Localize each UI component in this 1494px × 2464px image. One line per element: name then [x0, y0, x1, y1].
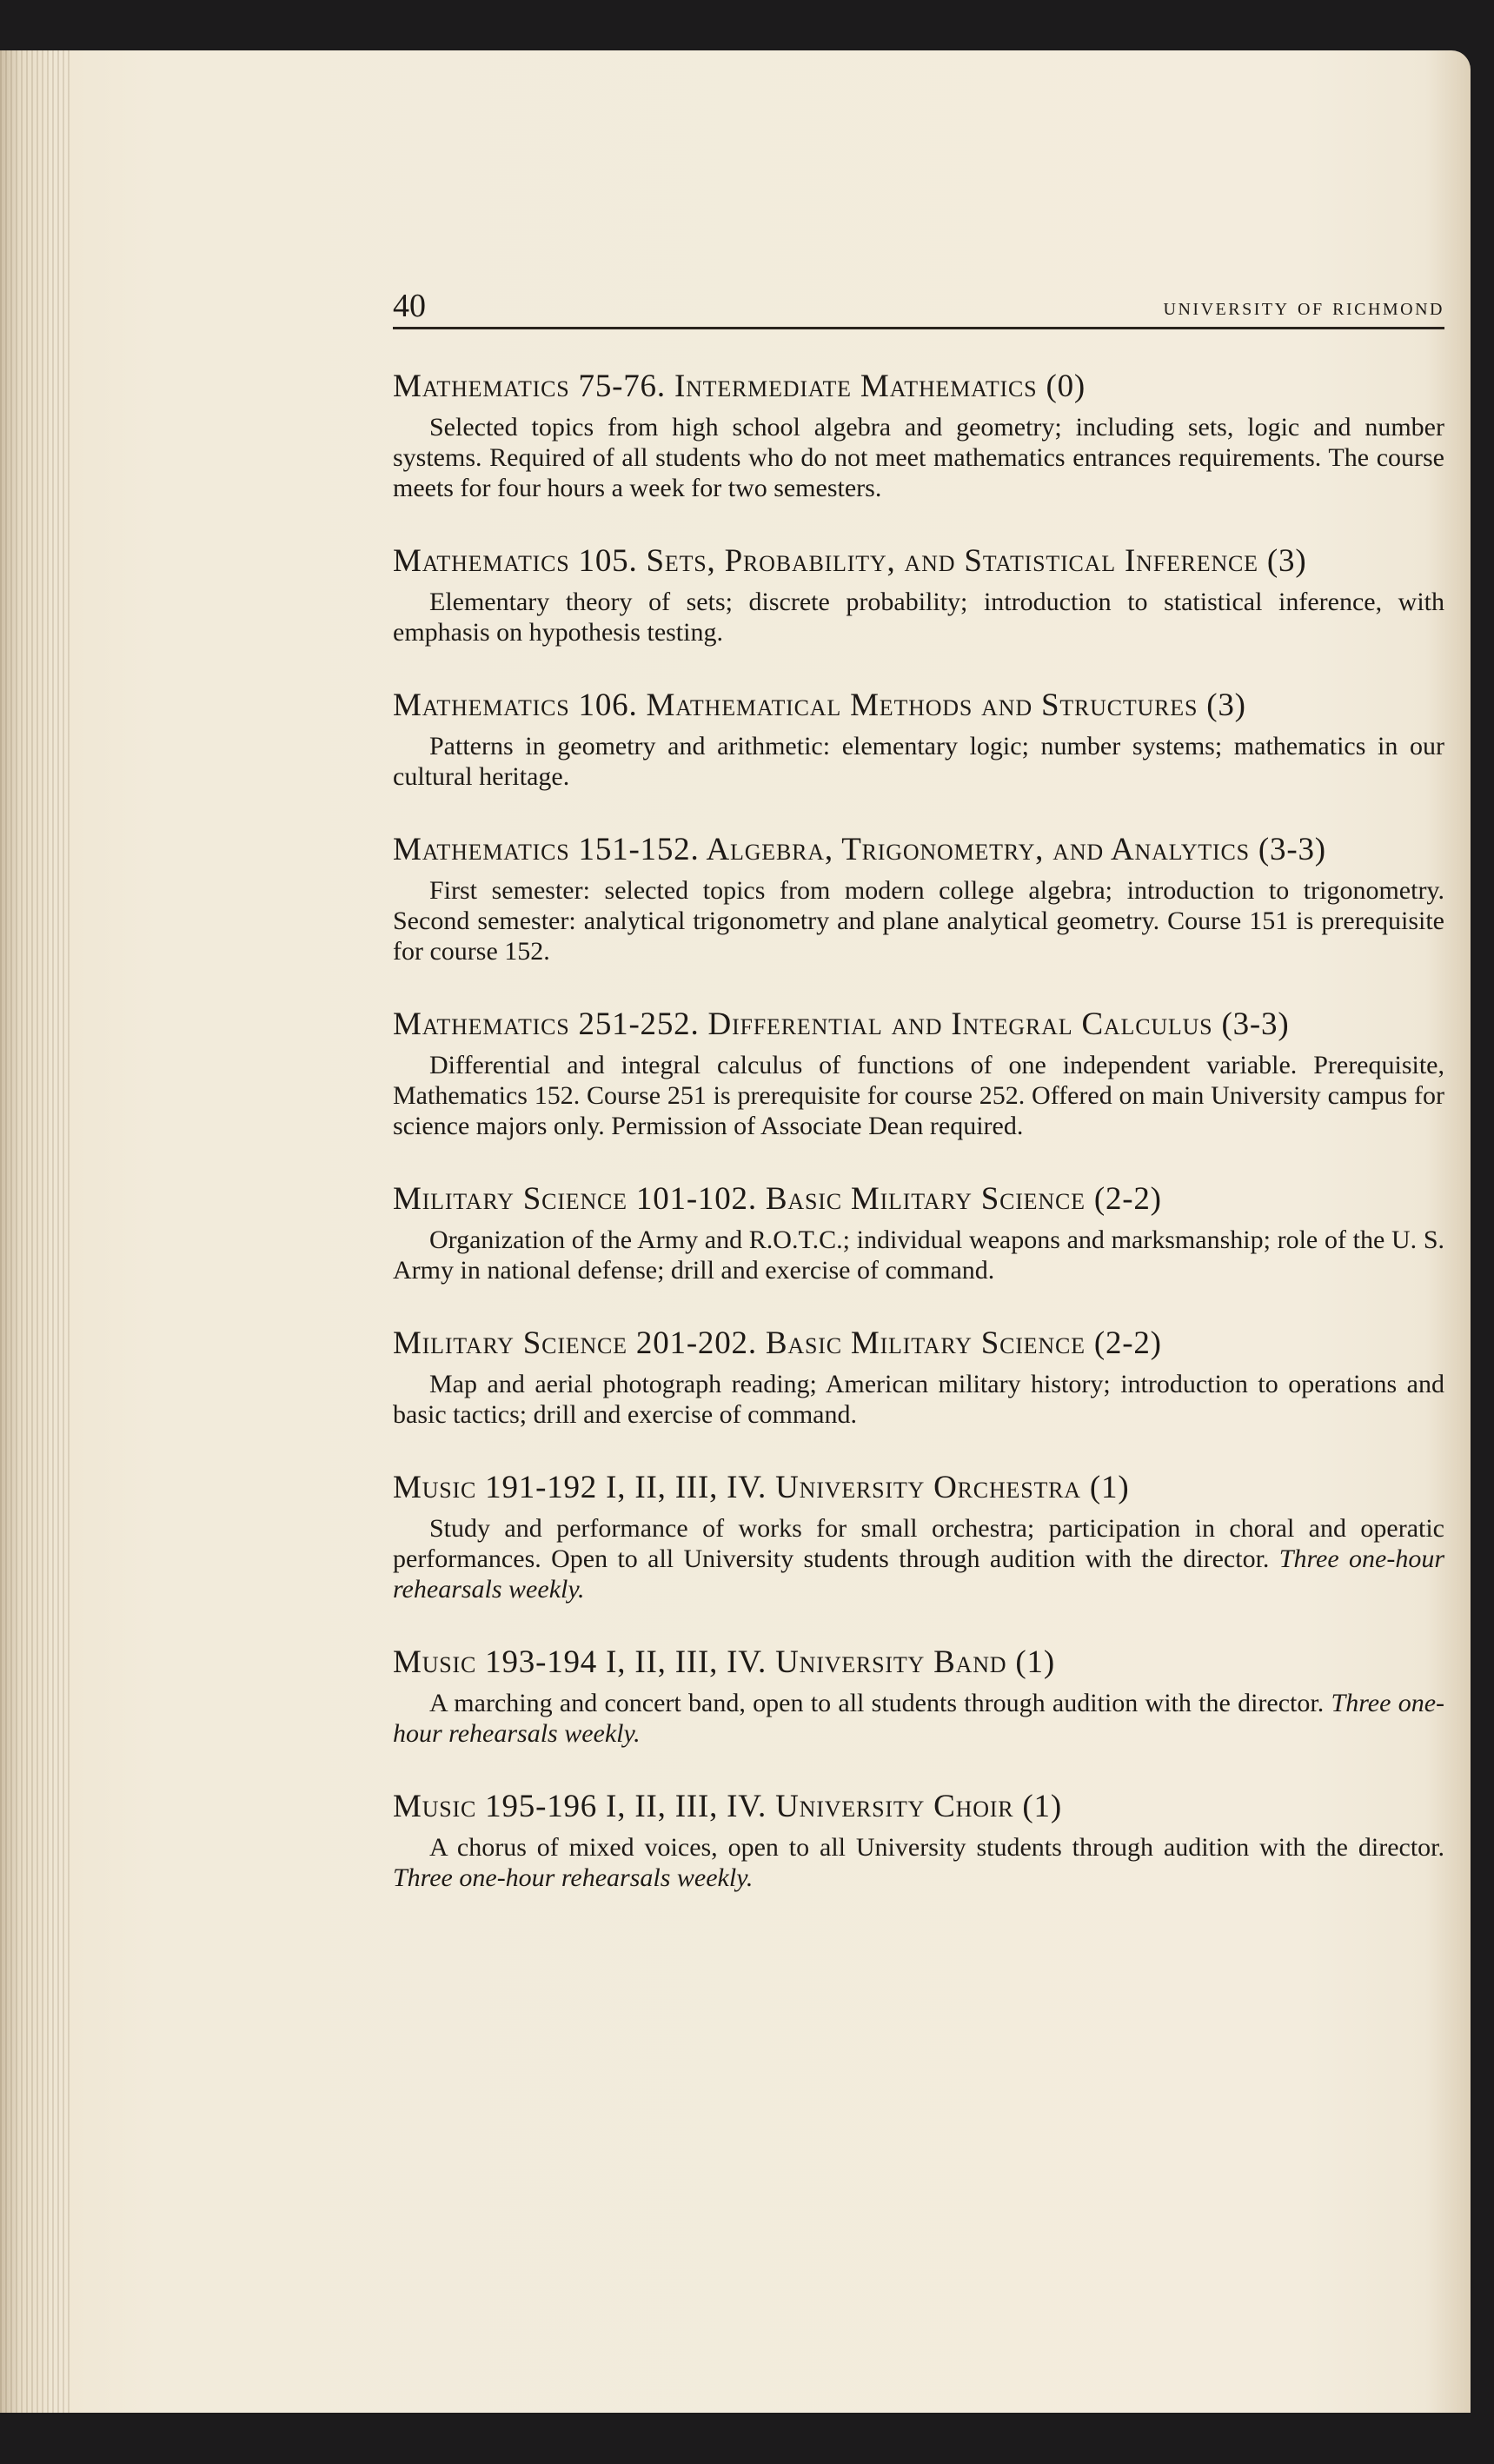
- description-text: Map and aerial photograph reading; American military history; introduction to operations and basic tactics; drill and exercise of command.: [393, 1370, 1444, 1429]
- course-entry: [393, 363, 1444, 503]
- description-text: A chorus of mixed voices, open to all University students through audition with the director.: [429, 1833, 1444, 1862]
- description-text: Study and performance of works for small orchestra; participation in choral and operatic performances. Open to all University students through audition with the director.: [393, 1514, 1444, 1573]
- course-description: [393, 1513, 1444, 1604]
- course-description: [393, 875, 1444, 966]
- course-description: [393, 1225, 1444, 1285]
- course-title: Mathematics 106. Mathematical Methods and Structures (3): [393, 687, 1246, 723]
- page-header: [393, 287, 1444, 329]
- header-rule: [393, 327, 1444, 329]
- description-text: Selected topics from high school algebra and geometry; including sets, logic and number systems. Required of all students who do not meet mathematics entrances requirements. The course meets for four hours a week for two semesters.: [393, 413, 1444, 502]
- course-description: [393, 1369, 1444, 1430]
- course-title: Mathematics 75-76. Intermediate Mathematics (0): [393, 369, 1086, 404]
- course-entry: [393, 682, 1444, 792]
- schedule-note: Three one-hour rehearsals weekly.: [393, 1544, 1445, 1604]
- course-title: Military Science 101-102. Basic Military Science (2-2): [393, 1181, 1162, 1217]
- course-title: Music 193-194 I, II, III, IV. University Band (1): [393, 1644, 1055, 1680]
- course-description: [393, 1050, 1444, 1141]
- course-entry: [393, 1176, 1444, 1285]
- course-entry: [393, 1639, 1444, 1749]
- course-description: [393, 1832, 1444, 1893]
- course-entry: [393, 1001, 1444, 1141]
- course-description: [393, 731, 1444, 792]
- course-list: [393, 363, 1444, 1928]
- description-text: Elementary theory of sets; discrete probability; introduction to statistical inference, with emphasis on hypothesis testing.: [393, 588, 1444, 647]
- description-text: Differential and integral calculus of functions of one independent variable. Prerequisite, Mathematics 152. Course 251 is prerequisite for course 252. Offered on main University campus for science majors only. Permission of Associate Dean required.: [393, 1051, 1444, 1140]
- description-text: Patterns in geometry and arithmetic: elementary logic; number systems; mathematics in our cultural heritage.: [393, 732, 1444, 791]
- course-title: Mathematics 251-252. Differential and Integral Calculus (3-3): [393, 1006, 1290, 1042]
- course-title: Music 195-196 I, II, III, IV. University Choir (1): [393, 1789, 1062, 1824]
- course-title: Mathematics 151-152. Algebra, Trigonometry, and Analytics (3-3): [393, 832, 1326, 867]
- course-entry: [393, 1464, 1444, 1604]
- description-text: A marching and concert band, open to all students through audition with the director.: [429, 1689, 1325, 1717]
- description-text: Organization of the Army and R.O.T.C.; individual weapons and marksmanship; role of the U. S. Army in national defense; drill and exercise of command.: [393, 1225, 1444, 1285]
- course-entry: [393, 1783, 1444, 1893]
- course-entry: [393, 538, 1444, 648]
- course-description: [393, 1688, 1444, 1749]
- schedule-note: Three one-hour rehearsals weekly.: [393, 1863, 754, 1892]
- course-entry: [393, 1320, 1444, 1430]
- schedule-note: Three one-hour rehearsals weekly.: [393, 1689, 1445, 1748]
- course-title: Music 191-192 I, II, III, IV. University Orchestra (1): [393, 1470, 1130, 1505]
- description-text: First semester: selected topics from modern college algebra; introduction to trigonometry. Second semester: analytical trigonometry and plane analytical geometry. Course 151 is prerequisite for course 152.: [393, 876, 1444, 966]
- course-title: Military Science 201-202. Basic Military Science (2-2): [393, 1325, 1162, 1361]
- course-description: [393, 412, 1444, 503]
- page-number: 40: [393, 288, 426, 324]
- page-edges: [0, 50, 70, 2413]
- course-description: [393, 587, 1444, 648]
- running-title: university of richmond: [1163, 294, 1444, 321]
- course-title: Mathematics 105. Sets, Probability, and Statistical Inference (3): [393, 543, 1307, 579]
- course-entry: [393, 827, 1444, 966]
